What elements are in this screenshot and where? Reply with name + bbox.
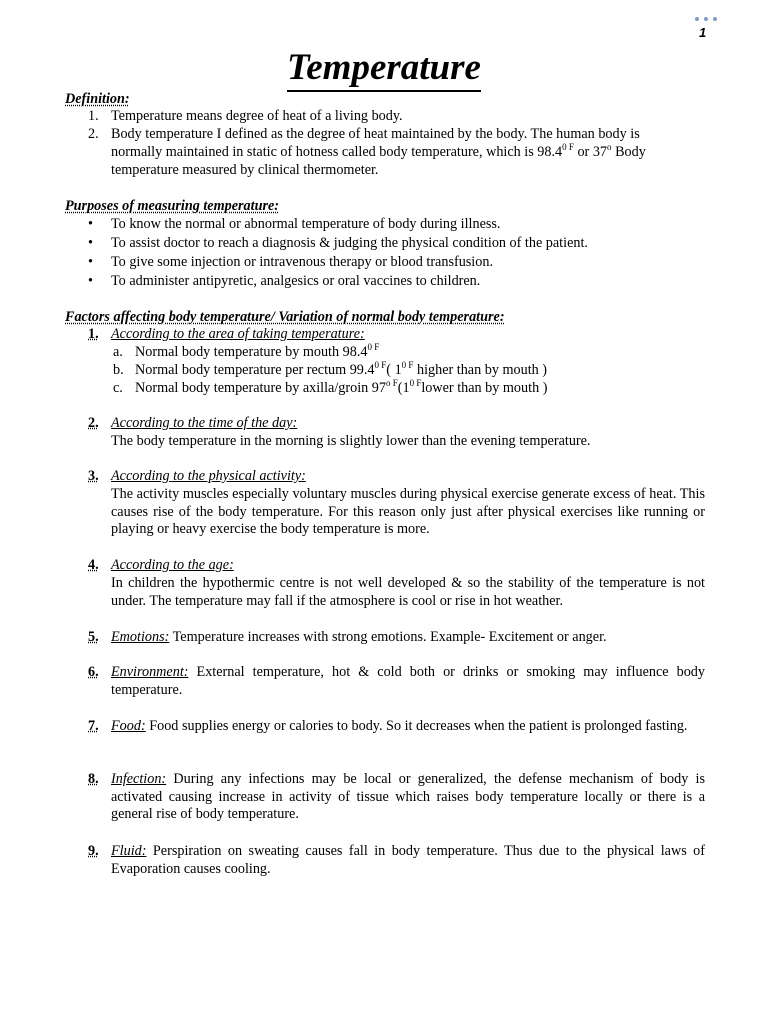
factor-1-b: Normal body temperature per rectum $99.4^{0 F}$( $1^{0 F}$ higher than by mouth ) [135,360,548,378]
page-number: 1 [699,25,707,40]
definition-num-2: 2. [88,126,99,142]
factor-num-5: 5. [88,629,99,645]
factor-2-text: The body temperature in the morning is slightly lower than the evening temperature. [111,433,591,449]
factor-4-title: According to the age: [111,557,234,573]
purpose-item: To know the normal or abnormal temperature of body during illness. [111,216,501,232]
factor-num-6: 6. [88,664,99,680]
definition-item-1: Temperature means degree of heat of a living body. [111,108,403,124]
factor-1-title: According to the area of taking temperature: [111,326,365,342]
bullet: • [88,273,93,289]
bullet: • [88,254,93,270]
factor-9-text: Fluid: Perspiration on sweating causes fall in body temperature. Thus due to the physical laws of Evaporation causes cooling. [111,843,705,877]
factor-1-c-label: c. [113,380,123,396]
bullet: • [88,235,93,251]
definition-heading: Definition: [65,91,130,107]
factor-num-4: 4. [88,557,99,573]
factor-9-title: Fluid: [111,843,147,859]
factor-num-1: 1. [88,326,99,342]
factor-3-text: The activity muscles especially voluntary muscles during physical exercise generate excess of heat. This causes rise of the body temperature. For this reason only just after physical exercises like running or playing or heavy exercise the body temperature is more. [111,486,705,538]
page-dots-icon [694,15,720,23]
definition-item-2-line3: temperature measured by clinical thermometer. [111,162,379,178]
factor-1-c: Normal body temperature by axilla/groin $97^{o F}(1^{0 F}lower$ than by mouth ) [135,378,548,396]
factor-4-text: In children the hypothermic centre is not well developed & so the stability of the temperature is not under. The temperature may fall if the atmosphere is cool or rise in hot weather. [111,575,705,609]
factors-heading: Factors affecting body temperature/ Variation of normal body temperature: [65,309,505,325]
purpose-item: To assist doctor to reach a diagnosis & judging the physical condition of the patient. [111,235,588,251]
factor-8-title: Infection: [111,771,167,787]
factor-1-a: Normal body temperature by mouth $98.4^{0 F}$ [135,342,380,360]
factor-5-title: Emotions: [111,629,170,645]
factor-num-2: 2. [88,415,99,431]
factor-2-title: According to the time of the day: [111,415,298,431]
purpose-item: To give some injection or intravenous therapy or blood transfusion. [111,254,493,270]
definition-item-2-line1: Body temperature I defined as the degree of heat maintained by the body. The human body is [111,126,640,142]
page-title-wrap [0,46,768,92]
bullet: • [88,216,93,232]
factor-1-a-label: a. [113,344,123,360]
page-title: Temperature [287,46,481,92]
factor-num-9: 9. [88,843,99,859]
factor-5-text: Emotions: Temperature increases with strong emotions. Example- Excitement or anger. [111,629,607,645]
factor-num-8: 8. [88,771,99,787]
purposes-heading: Purposes of measuring temperature: [65,198,280,214]
factor-6-text: Environment: External temperature, hot & cold both or drinks or smoking may influence body temperature. [111,664,705,698]
factor-num-3: 3. [88,468,99,484]
factor-7-title: Food: [111,718,146,734]
definition-num-1: 1. [88,108,99,124]
factor-3-title: According to the physical activity: [111,468,306,484]
factor-7-text: Food: Food supplies energy or calories to body. So it decreases when the patient is prolonged fasting. [111,718,688,734]
factor-num-7: 7. [88,718,99,734]
definition-item-2-line2: normally maintained in static of hotness called body temperature, which is $98.4^{0 F}$ or 37$^o$ Body [111,142,646,160]
factor-1-b-label: b. [113,362,124,378]
factor-6-title: Environment: [111,664,189,680]
purpose-item: To administer antipyretic, analgesics or oral vaccines to children. [111,273,481,289]
factor-8-text: Infection: During any infections may be local or generalized, the defense mechanism of body is activated causing increase in activity of tissue which raises body temperature locally or there is a general rise of body temperature. [111,771,705,823]
